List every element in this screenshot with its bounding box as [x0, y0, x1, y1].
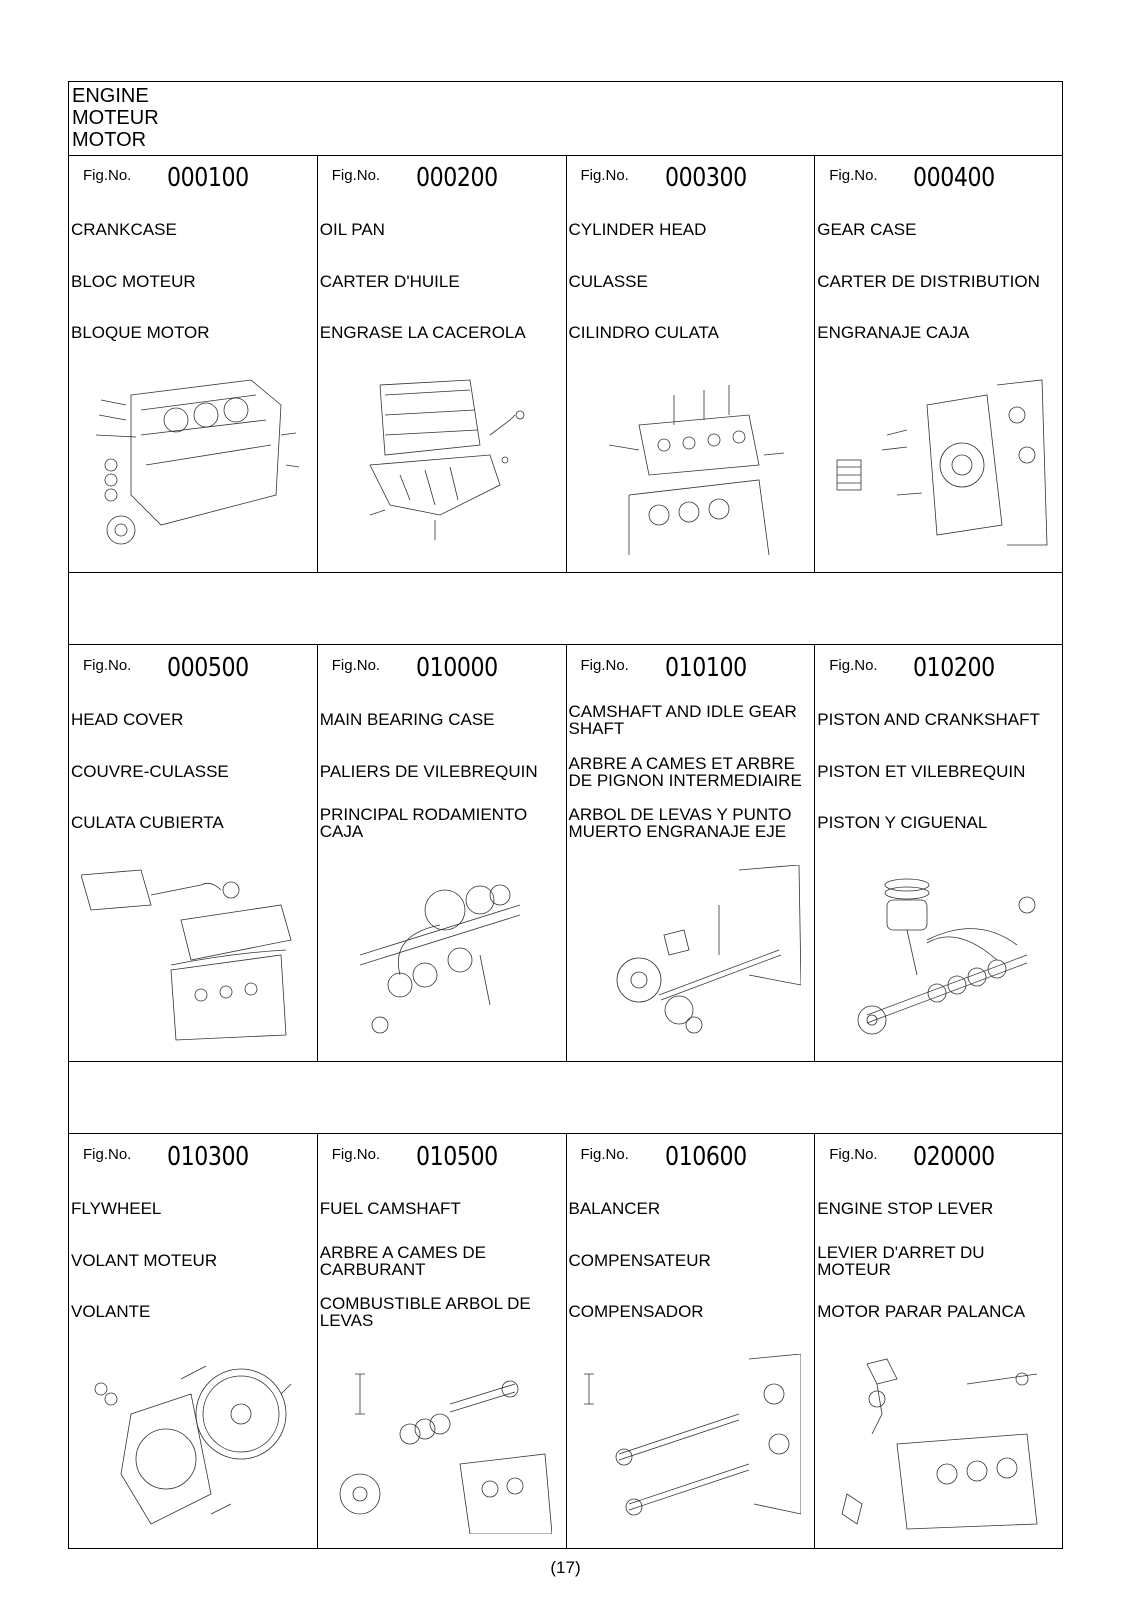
fig-label: Fig.No.	[331, 167, 381, 184]
fig-label: Fig.No.	[83, 657, 132, 674]
part-name-en: GEAR CASE	[817, 220, 917, 239]
part-name-fr: BLOC MOTEUR	[71, 272, 196, 291]
page-number: (17)	[550, 1558, 581, 1577]
part-name-en: HEAD COVER	[71, 710, 184, 729]
fig-number: 000300	[664, 163, 747, 193]
fig-label: Fig.No.	[829, 167, 878, 184]
figure-cell[interactable]	[318, 1134, 567, 1549]
figure-cell[interactable]	[567, 1134, 816, 1549]
section-title-en: ENGINE	[72, 85, 149, 107]
part-name-en: ENGINE STOP LEVER	[817, 1199, 994, 1218]
fig-label: Fig.No.	[83, 167, 132, 184]
part-name-fr: ARBRE A CAMES ET ARBRE DE PIGNON INTERMEDIAIRE	[568, 754, 802, 790]
part-name-en: PISTON AND CRANKSHAFT	[817, 710, 1040, 729]
figure-cell[interactable]	[567, 645, 816, 1061]
part-name-fr: ARBRE A CAMES DE CARBURANT	[319, 1243, 487, 1279]
piston-crankshaft-diagram[interactable]	[827, 865, 1049, 1045]
part-name-fr: CULASSE	[568, 272, 648, 291]
part-name-en: FLYWHEEL	[71, 1199, 162, 1218]
part-name-en: FUEL CAMSHAFT	[319, 1199, 461, 1218]
balancer-diagram[interactable]	[579, 1354, 801, 1534]
part-name-en: CYLINDER HEAD	[568, 220, 707, 239]
fig-label: Fig.No.	[580, 1146, 629, 1163]
part-name-es: MOTOR PARAR PALANCA	[817, 1302, 1026, 1321]
part-name-es: ARBOL DE LEVAS Y PUNTO MUERTO ENGRANAJE EJE	[568, 805, 792, 841]
part-name-fr: CARTER DE DISTRIBUTION	[817, 272, 1040, 291]
figure-cell[interactable]	[567, 155, 816, 572]
figure-cell[interactable]	[815, 155, 1064, 572]
part-name-fr: COMPENSATEUR	[568, 1251, 711, 1270]
part-name-es: VOLANTE	[71, 1302, 151, 1321]
part-name-en: BALANCER	[568, 1199, 661, 1218]
part-name-es: CILINDRO CULATA	[568, 323, 720, 342]
fig-label: Fig.No.	[580, 167, 629, 184]
part-name-en: OIL PAN	[319, 220, 385, 239]
part-name-fr: CARTER D'HUILE	[319, 272, 460, 291]
fig-number: 010200	[913, 653, 996, 683]
figure-row	[69, 644, 1062, 1062]
section-title-es: MOTOR	[72, 129, 147, 151]
parts-index-table	[68, 81, 1063, 1549]
part-name-es: PISTON Y CIGUENAL	[817, 813, 988, 832]
section-title-fr: MOTEUR	[72, 107, 159, 129]
crankcase-diagram[interactable]	[81, 375, 303, 555]
fig-number: 010100	[664, 653, 747, 683]
figure-row	[69, 1133, 1062, 1549]
figure-cell[interactable]	[69, 155, 318, 572]
part-name-en: MAIN BEARING CASE	[319, 710, 495, 729]
part-name-en: CRANKCASE	[71, 220, 177, 239]
part-name-es: BLOQUE MOTOR	[71, 323, 210, 342]
fig-number: 010500	[415, 1142, 498, 1172]
figure-cell[interactable]	[69, 645, 318, 1061]
gear-case-diagram[interactable]	[827, 375, 1049, 555]
figure-cell[interactable]	[318, 645, 567, 1061]
oil-pan-diagram[interactable]	[330, 375, 552, 555]
part-name-fr: LEVIER D'ARRET DU MOTEUR	[817, 1243, 985, 1279]
part-name-fr: PALIERS DE VILEBREQUIN	[319, 762, 538, 781]
part-name-en: CAMSHAFT AND IDLE GEAR SHAFT	[568, 702, 797, 738]
part-name-es: ENGRANAJE CAJA	[817, 323, 970, 342]
figure-row	[69, 155, 1062, 573]
fig-label: Fig.No.	[829, 657, 878, 674]
fig-number: 010600	[664, 1142, 747, 1172]
fig-label: Fig.No.	[83, 1146, 132, 1163]
fig-number: 000500	[167, 653, 249, 683]
figure-cell[interactable]	[815, 1134, 1064, 1549]
main-bearing-case-diagram[interactable]	[330, 865, 552, 1045]
fig-number: 020000	[913, 1142, 996, 1172]
part-name-fr: VOLANT MOTEUR	[71, 1251, 218, 1270]
fig-number: 010300	[167, 1142, 249, 1172]
part-name-es: COMPENSADOR	[568, 1302, 704, 1321]
camshaft-diagram[interactable]	[579, 865, 801, 1045]
engine-stop-lever-diagram[interactable]	[827, 1354, 1049, 1534]
head-cover-diagram[interactable]	[81, 865, 303, 1045]
figure-cell[interactable]	[815, 645, 1064, 1061]
cylinder-head-diagram[interactable]	[579, 375, 801, 555]
fig-number: 000400	[913, 163, 996, 193]
part-name-es: CULATA CUBIERTA	[71, 813, 224, 832]
fig-number: 010000	[415, 653, 498, 683]
part-name-fr: COUVRE-CULASSE	[71, 762, 229, 781]
fig-label: Fig.No.	[580, 657, 629, 674]
fig-number: 000100	[167, 163, 249, 193]
fig-label: Fig.No.	[331, 1146, 381, 1163]
flywheel-diagram[interactable]	[81, 1354, 303, 1534]
part-name-es: PRINCIPAL RODAMIENTO CAJA	[319, 805, 528, 841]
part-name-es: ENGRASE LA CACEROLA	[319, 323, 526, 342]
fig-label: Fig.No.	[331, 657, 381, 674]
section-title	[69, 82, 1062, 156]
figure-cell[interactable]	[69, 1134, 318, 1549]
fig-label: Fig.No.	[829, 1146, 878, 1163]
fuel-camshaft-diagram[interactable]	[330, 1354, 552, 1534]
part-name-fr: PISTON ET VILEBREQUIN	[817, 762, 1026, 781]
figure-cell[interactable]	[318, 155, 567, 572]
fig-number: 000200	[415, 163, 498, 193]
part-name-es: COMBUSTIBLE ARBOL DE LEVAS	[319, 1294, 531, 1330]
